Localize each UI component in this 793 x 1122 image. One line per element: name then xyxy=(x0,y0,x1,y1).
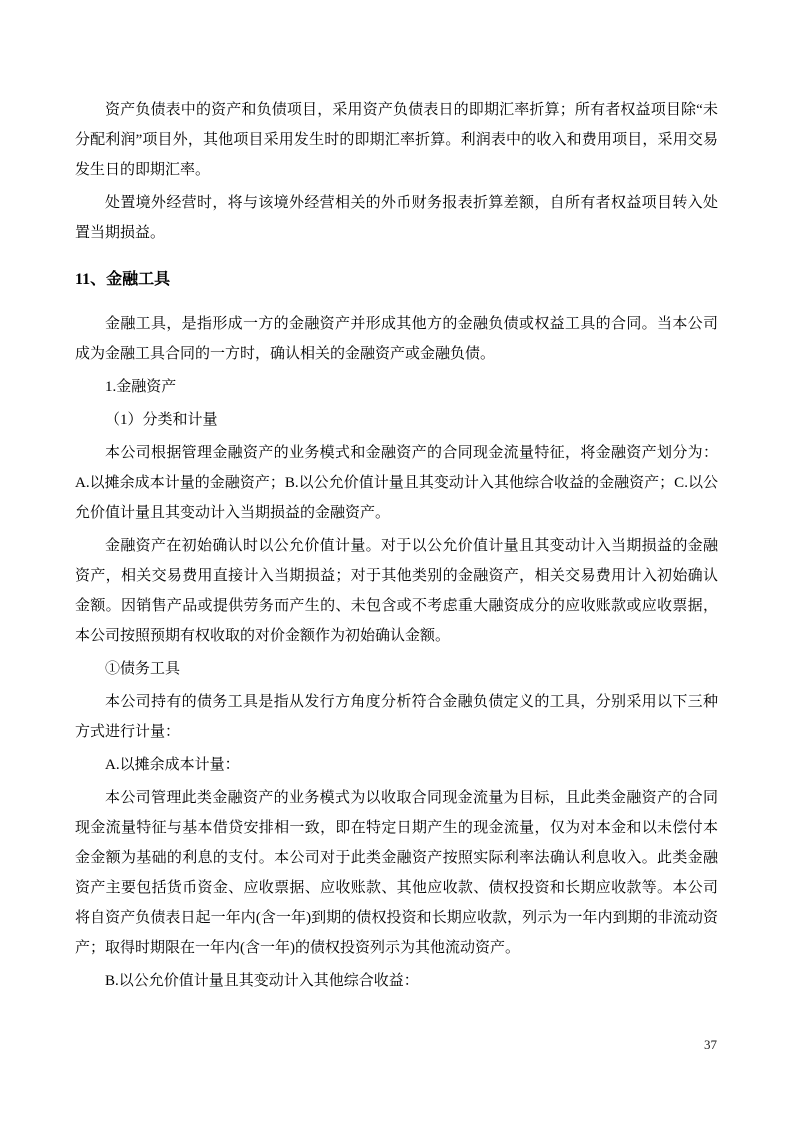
document-body xyxy=(75,95,718,999)
section-heading-11-financial-instruments: 11、金融工具 xyxy=(75,271,171,288)
paragraph-disposal-foreign-operation: 处置境外经营时，将与该境外经营相关的外币财务报表折算差额，自所有者权益项目转入处置当期损益。 xyxy=(75,195,718,241)
subheading-b-fvoci: B.以公允价值计量且其变动计入其他综合收益： xyxy=(105,973,419,989)
paragraph-initial-recognition: 金融资产在初始确认时以公允价值计量。对于以公允价值计量且其变动计入当期损益的金融资产，相关交易费用直接计入当期损益；对于其他类别的金融资产，相关交易费用计入初始确认金额。因销售产品或提供劳务而产生的、未包含或不考虑重大融资成分的应收账款或应收票据，本公司按照预期有权收取的对价金额作为初始确认金额。 xyxy=(75,538,718,644)
subheading-debt-instruments: ①债务工具 xyxy=(105,661,181,677)
subheading-a-amortized-cost: A.以摊余成本计量： xyxy=(105,757,240,773)
subheading-1-classification-measurement: （1）分类和计量 xyxy=(105,412,218,428)
subheading-1-financial-assets: 1.金融资产 xyxy=(105,379,177,395)
paragraph-fx-translation: 资产负债表中的资产和负债项目，采用资产负债表日的即期汇率折算；所有者权益项目除“未分配利润”项目外，其他项目采用发生时的即期汇率折算。利润表中的收入和费用项目，采用交易发生日的即期汇率。 xyxy=(75,102,718,178)
paragraph-asset-classification: 本公司根据管理金融资产的业务模式和金融资产的合同现金流量特征，将金融资产划分为：A.以摊余成本计量的金融资产；B.以公允价值计量且其变动计入其他综合收益的金融资产；C.以公允价值计量且其变动计入当期损益的金融资产。 xyxy=(75,445,718,521)
paragraph-amortized-cost-detail: 本公司管理此类金融资产的业务模式为以收取合同现金流量为目标，且此类金融资产的合同现金流量特征与基本借贷安排相一致，即在特定日期产生的现金流量，仅为对本金和以未偿付本金金额为基础的利息的支付。本公司对于此类金融资产按照实际利率法确认利息收入。此类金融资产主要包括货币资金、应收票据、应收账款、其他应收款、债权投资和长期应收款等。本公司将自资产负债表日起一年内(含一年)到期的债权投资和长期应收款，列示为一年内到期的非流动资产；取得时期限在一年内(含一年)的债权投资列示为其他流动资产。 xyxy=(75,790,718,956)
page-number: 37 xyxy=(704,1037,717,1052)
paragraph-debt-instruments-measurement: 本公司持有的债务工具是指从发行方角度分析符合金融负债定义的工具，分别采用以下三种方式进行计量： xyxy=(75,694,718,740)
paragraph-financial-instruments-definition: 金融工具，是指形成一方的金融资产并形成其他方的金融负债或权益工具的合同。当本公司成为金融工具合同的一方时，确认相关的金融资产或金融负债。 xyxy=(75,316,718,362)
